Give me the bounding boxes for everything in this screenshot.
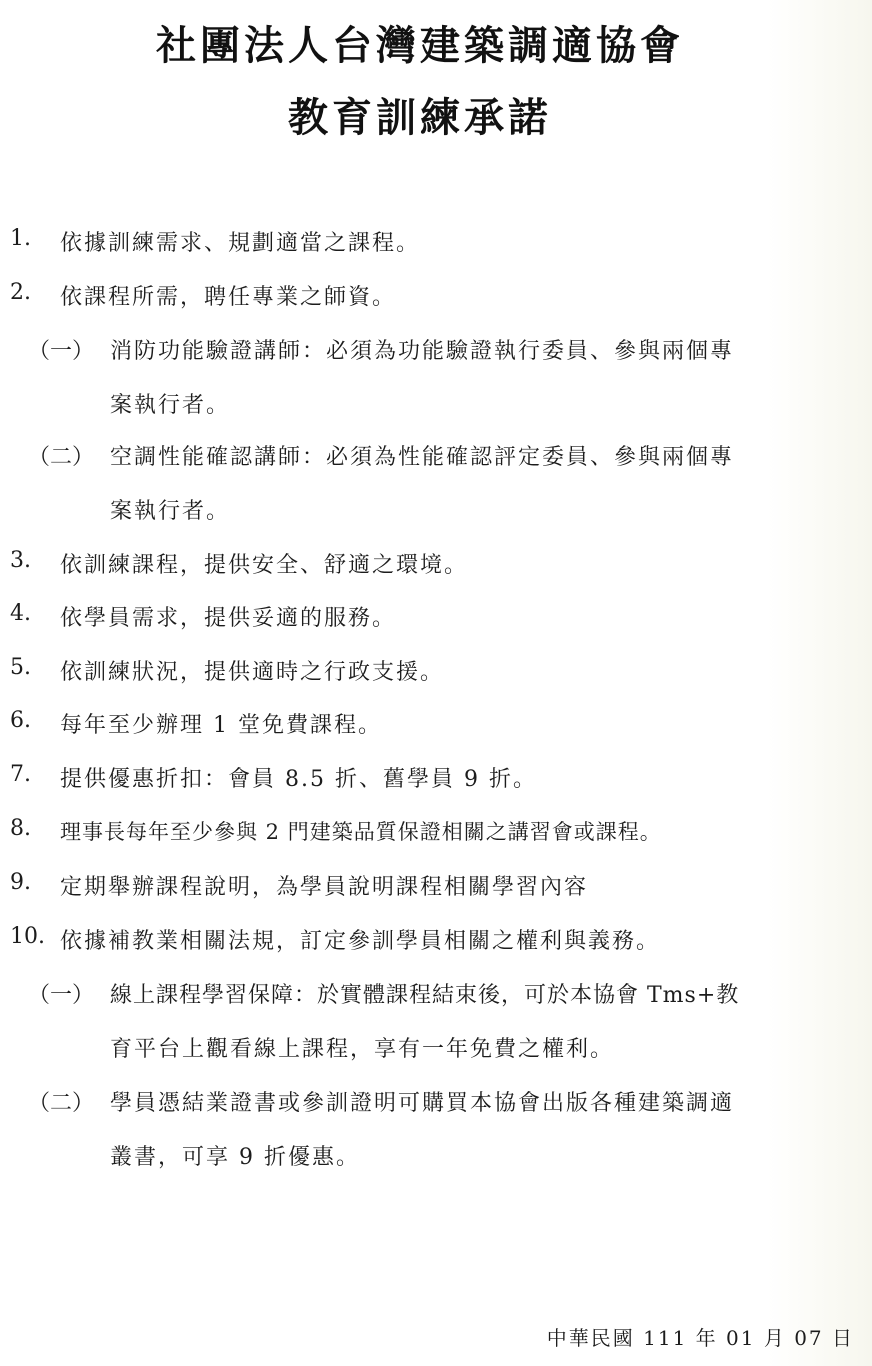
item-text: 依課程所需，聘任專業之師資。 xyxy=(60,285,397,310)
sub-item-text-line1: 線上課程學習保障：於實體課程結束後，可於本協會 Tms+教 xyxy=(110,983,740,1008)
sub-item-text-line2: 育平台上觀看線上課程，享有一年免費之權利。 xyxy=(110,1037,615,1062)
item-text: 依據訓練需求、規劃適當之課程。 xyxy=(60,231,421,256)
item-number: 7. xyxy=(10,762,31,787)
organization-title: 社團法人台灣建築調適協會 xyxy=(156,22,684,69)
item-text: 依訓練課程，提供安全、舒適之環境。 xyxy=(60,553,469,578)
item-number: 3. xyxy=(10,548,31,573)
item-number: 8. xyxy=(10,816,31,841)
item-text: 每年至少辦理 1 堂免費課程。 xyxy=(60,713,382,738)
sub-item-text-line1: 空調性能確認講師：必須為性能確認評定委員、參與兩個專 xyxy=(110,445,735,470)
sub-item-number: （一） xyxy=(28,339,95,364)
sub-item-number: （二） xyxy=(28,1091,95,1116)
document-subtitle: 教育訓練承諾 xyxy=(288,94,552,141)
item-text: 依據補教業相關法規，訂定參訓學員相關之權利與義務。 xyxy=(60,929,661,954)
item-number: 4. xyxy=(10,601,31,626)
item-text: 提供優惠折扣：會員 8.5 折、舊學員 9 折。 xyxy=(60,767,537,792)
sub-item-text-line2: 案執行者。 xyxy=(110,393,231,418)
document-date: 中華民國 111 年 01 月 07 日 xyxy=(546,1326,854,1350)
item-text: 依學員需求，提供妥適的服務。 xyxy=(60,606,397,631)
item-number: 5. xyxy=(10,655,31,680)
item-text: 定期舉辦課程說明，為學員說明課程相關學習內容 xyxy=(60,875,589,900)
sub-item-number: （二） xyxy=(28,445,95,470)
sub-item-text-line1: 消防功能驗證講師：必須為功能驗證執行委員、參與兩個專 xyxy=(110,339,735,364)
item-number: 1. xyxy=(10,226,31,251)
item-text: 理事長每年至少參與 2 門建築品質保證相關之講習會或課程。 xyxy=(60,820,662,844)
item-number: 9. xyxy=(10,870,31,895)
sub-item-text-line2: 叢書，可享 9 折優惠。 xyxy=(110,1145,360,1170)
item-text: 依訓練狀況，提供適時之行政支援。 xyxy=(60,660,445,685)
item-number: 10. xyxy=(10,924,45,949)
sub-item-number: （一） xyxy=(28,983,95,1008)
sub-item-text-line1: 學員憑結業證書或參訓證明可購買本協會出版各種建築調適 xyxy=(110,1091,735,1116)
item-number: 6. xyxy=(10,708,31,733)
item-number: 2. xyxy=(10,280,31,305)
sub-item-text-line2: 案執行者。 xyxy=(110,499,231,524)
